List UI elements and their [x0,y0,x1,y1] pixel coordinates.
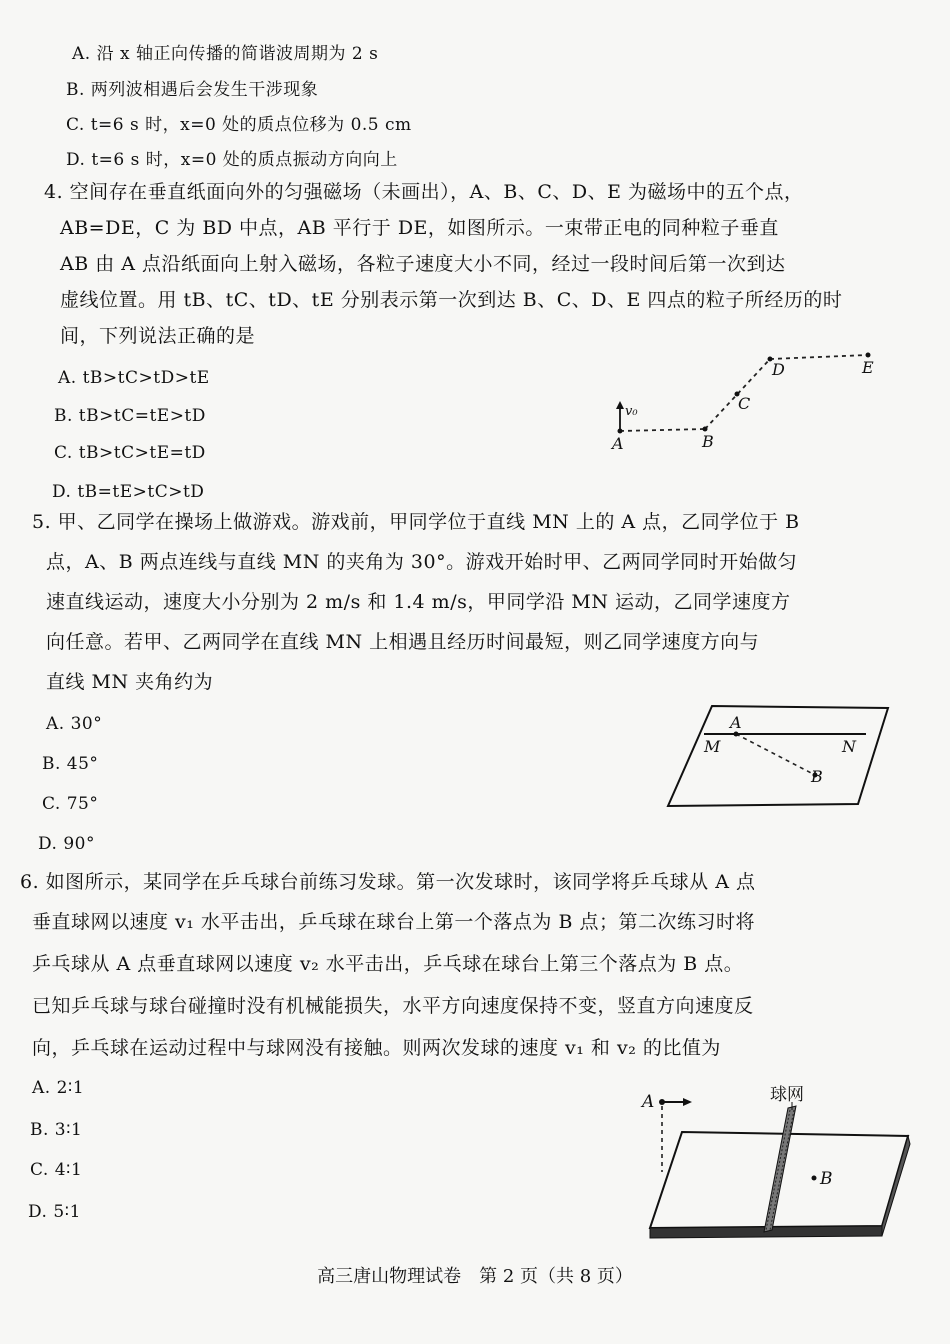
q6-stem-line: 已知乒乓球与球台碰撞时没有机械能损失，水平方向速度保持不变，竖直方向速度反 [32,995,754,1017]
q3-option-c: C. t=6 s 时，x=0 处的质点位移为 0.5 cm [66,115,412,135]
q4-point-a-label: A [612,434,624,453]
q4-stem-line: 4. 空间存在垂直纸面向外的匀强磁场（未画出），A、B、C、D、E 为磁场中的五个点， [44,181,804,203]
q6-stem-line: 6. 如图所示，某同学在乒乓球台前练习发球。第一次发球时，该同学将乒乓球从 A 点 [20,871,756,893]
q6-option-d: D. 5∶1 [28,1202,81,1222]
q4-figure [600,345,900,455]
q3-option-b: B. 两列波相遇后会发生干涉现象 [66,80,319,100]
page-footer: 高三唐山物理试卷 第 2 页（共 8 页） [317,1266,633,1287]
q6-point-a-label: A [642,1092,655,1112]
q5-stem-line: 速直线运动，速度大小分别为 2 m/s 和 1.4 m/s，甲同学沿 MN 运动，乙同学速度方 [46,591,791,613]
q5-stem-line: 点，A、B 两点连线与直线 MN 的夹角为 30°。游戏开始时甲、乙两同学同时开始做匀 [46,551,798,573]
q6-stem-line: 向，乒乓球在运动过程中与球网没有接触。则两次发球的速度 v₁ 和 v₂ 的比值为 [32,1037,721,1059]
q4-option-a: A. tB>tC>tD>tE [58,368,210,388]
q4-point-e-label: E [862,358,874,377]
q4-option-c: C. tB>tC>tE=tD [54,443,206,463]
q5-point-a-label: A [730,713,742,732]
q4-point-b-label: B [702,432,714,451]
q4-stem-line: 间，下列说法正确的是 [60,325,256,347]
q6-option-a: A. 2∶1 [32,1078,85,1098]
q5-option-a: A. 30° [46,714,103,734]
q6-option-b: B. 3∶1 [30,1120,83,1140]
q6-stem-line: 垂直球网以速度 v₁ 水平击出，乒乓球在球台上第一个落点为 B 点；第二次练习时将 [32,911,755,933]
q4-point-c-label: C [738,394,751,413]
q5-stem-line: 直线 MN 夹角约为 [46,671,214,693]
q5-option-d: D. 90° [38,834,95,854]
q4-stem-line: AB 由 A 点沿纸面向上射入磁场，各粒子速度大小不同，经过一段时间后第一次到达 [60,253,786,275]
q4-velocity-label: v₀ [625,404,638,419]
q5-point-b-label: B [811,767,823,786]
q5-stem-line: 向任意。若甲、乙两同学在直线 MN 上相遇且经历时间最短，则乙同学速度方向与 [46,631,760,653]
q6-figure [620,1080,920,1245]
q5-figure [660,700,900,812]
q5-option-b: B. 45° [42,754,99,774]
q4-option-b: B. tB>tC=tE>tD [54,406,206,426]
q4-point-d-label: D [772,360,785,379]
q5-point-n-label: N [842,737,856,756]
q6-point-b-label: B [820,1169,833,1189]
q6-option-c: C. 4∶1 [30,1160,83,1180]
q5-stem-line: 5. 甲、乙同学在操场上做游戏。游戏前，甲同学位于直线 MN 上的 A 点，乙同学位于 B [32,511,800,533]
q5-option-c: C. 75° [42,794,99,814]
q3-option-a: A. 沿 x 轴正向传播的简谐波周期为 2 s [72,44,379,64]
q4-stem-line: AB=DE，C 为 BD 中点，AB 平行于 DE，如图所示。一束带正电的同种粒子垂直 [60,217,779,239]
q5-point-m-label: M [704,737,721,756]
q6-net-label: 球网 [770,1085,804,1105]
q4-option-d: D. tB=tE>tC>tD [52,482,205,502]
q6-stem-line: 乒乓球从 A 点垂直球网以速度 v₂ 水平击出，乒乓球在球台上第三个落点为 B 点。 [32,953,744,975]
q4-stem-line: 虚线位置。用 tB、tC、tD、tE 分别表示第一次到达 B、C、D、E 四点的粒子所经历的时 [60,289,843,311]
q3-option-d: D. t=6 s 时，x=0 处的质点振动方向向上 [66,150,398,170]
